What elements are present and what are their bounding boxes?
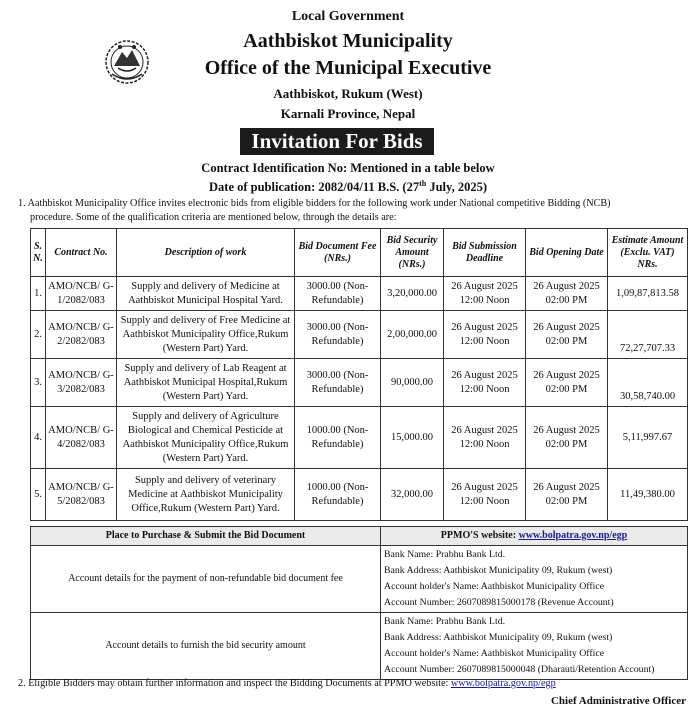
cell-submission <box>444 359 526 407</box>
cell-contract: AMO/NCB/ G-4/2082/083 <box>46 407 117 469</box>
fee-account-label: Account details for the payment of non-refundable bid document fee <box>31 546 381 613</box>
place-label: Place to Purchase & Submit the Bid Document <box>31 527 381 546</box>
cell-security: 2,00,000.00 <box>381 311 444 359</box>
page-title: Invitation For Bids <box>240 128 434 155</box>
header-office: Office of the Municipal Executive <box>204 57 492 79</box>
paragraph-1-line-1: 1. Aathbiskot Municipality Office invites electronic bids from eligible bidders for the following work under National competitive Bidding (NCB) <box>18 198 611 209</box>
publication-sup: th <box>419 179 427 188</box>
acct-header-row <box>31 527 688 546</box>
cell-sn: 5. <box>31 469 46 521</box>
cell-sn: 1. <box>31 277 46 311</box>
cell-security: 90,000.00 <box>381 359 444 407</box>
cell-estimate: 5,11,997.67 <box>608 407 688 469</box>
cell-contract: AMO/NCB/ G-3/2082/083 <box>46 359 117 407</box>
submission-date: 26 August 2025 <box>451 321 518 333</box>
cell-fee: 3000.00 (Non-Refundable) <box>295 311 381 359</box>
cell-sn: 4. <box>31 407 46 469</box>
contract-identification: Contract Identification No: Mentioned in a table below <box>201 161 495 175</box>
cell-description: Supply and delivery of Medicine at Aathbiskot Municipal Hospital Yard. <box>117 277 295 311</box>
fee-account-row <box>31 546 688 613</box>
header-municipality: Aathbiskot Municipality <box>243 30 453 52</box>
cell-estimate: 11,49,380.00 <box>608 469 688 521</box>
submission-date: 26 August 2025 <box>451 369 518 381</box>
notice-header <box>0 0 696 130</box>
cell-description: Supply and delivery of Agriculture Biological and Chemical Pesticide at Aathbiskot Municipality Office,Rukum (Western Part) Yard. <box>117 407 295 469</box>
account-details-table <box>30 526 688 680</box>
paragraph-2-text: 2. Eligible Bidders may obtain further information and inspect the Bidding Documents at PPMO website: <box>18 678 451 689</box>
security-account-number: Account Number: 2607089815000048 (Dharauti/Retention Account) <box>384 664 655 675</box>
col-description: Description of work <box>117 229 295 277</box>
ppmo-website <box>381 527 688 546</box>
table-header-row <box>31 229 688 277</box>
table-row <box>31 469 688 521</box>
table-row <box>31 407 688 469</box>
cell-estimate: 72,27,707.33 <box>608 311 688 359</box>
table-row <box>31 311 688 359</box>
cell-contract: AMO/NCB/ G-1/2082/083 <box>46 277 117 311</box>
header-province: Karnali Province, Nepal <box>280 106 416 121</box>
paragraph-2-link[interactable]: www.bolpatra.gov.np/egp <box>450 678 556 689</box>
paragraph-1-line-2: procedure. Some of the qualification criteria are mentioned below, through the details are: <box>30 212 397 223</box>
opening-time: 02:00 PM <box>545 335 588 347</box>
cell-submission <box>444 469 526 521</box>
submission-time: 12:00 Noon <box>459 383 510 395</box>
col-estimate: Estimate Amount (Exclu. VAT) NRs. <box>608 229 688 277</box>
cell-opening <box>526 359 608 407</box>
publication-date <box>0 179 696 195</box>
submission-time: 12:00 Noon <box>459 294 510 306</box>
opening-date: 26 August 2025 <box>533 280 600 292</box>
paragraph-2 <box>18 678 556 689</box>
cell-fee: 1000.00 (Non-Refundable) <box>295 469 381 521</box>
cell-submission <box>444 311 526 359</box>
header-address: Aathbiskot, Rukum (West) <box>273 86 423 101</box>
signature: Chief Administrative Officer <box>550 695 686 707</box>
submission-date: 26 August 2025 <box>451 280 518 292</box>
cell-opening <box>526 277 608 311</box>
ppmo-label: PPMO'S website: <box>440 530 519 541</box>
fee-bank-name: Bank Name: Prabhu Bank Ltd. <box>384 549 506 560</box>
col-contract: Contract No. <box>46 229 117 277</box>
header-local-government: Local Government <box>291 9 405 24</box>
security-bank-name: Bank Name: Prabhu Bank Ltd. <box>384 616 506 627</box>
bids-table <box>30 228 688 521</box>
fee-account-number: Account Number: 2607089815000178 (Revenue Account) <box>384 597 614 608</box>
security-account-row <box>31 613 688 680</box>
opening-time: 02:00 PM <box>545 294 588 306</box>
cell-description: Supply and delivery of Lab Reagent at Aathbiskot Municipal Hospital,Rukum (Western Part) Yard. <box>117 359 295 407</box>
cell-opening <box>526 407 608 469</box>
security-account-label: Account details to furnish the bid security amount <box>31 613 381 680</box>
cell-opening <box>526 311 608 359</box>
fee-account-details <box>381 546 688 613</box>
cell-contract: AMO/NCB/ G-2/2082/083 <box>46 311 117 359</box>
submission-date: 26 August 2025 <box>451 424 518 436</box>
opening-date: 26 August 2025 <box>533 321 600 333</box>
opening-time: 02:00 PM <box>545 438 588 450</box>
cell-security: 3,20,000.00 <box>381 277 444 311</box>
cell-estimate: 1,09,87,813.58 <box>608 277 688 311</box>
ppmo-link[interactable]: www.bolpatra.gov.np/egp <box>518 530 628 541</box>
submission-time: 12:00 Noon <box>459 438 510 450</box>
security-account-details <box>381 613 688 680</box>
table-row <box>31 359 688 407</box>
opening-time: 02:00 PM <box>545 495 588 507</box>
cell-contract: AMO/NCB/ G-5/2082/083 <box>46 469 117 521</box>
fee-account-holder: Account holder's Name: Aathbiskot Municipality Office <box>384 581 605 592</box>
opening-date: 26 August 2025 <box>533 481 600 493</box>
opening-time: 02:00 PM <box>545 383 588 395</box>
cell-sn: 2. <box>31 311 46 359</box>
submission-date: 26 August 2025 <box>451 481 518 493</box>
cell-security: 32,000.00 <box>381 469 444 521</box>
cell-opening <box>526 469 608 521</box>
col-security: Bid Security Amount (NRs.) <box>381 229 444 277</box>
security-bank-address: Bank Address: Aathbiskot Municipality 09, Rukum (west) <box>384 632 613 643</box>
cell-fee: 1000.00 (Non-Refundable) <box>295 407 381 469</box>
cell-sn: 3. <box>31 359 46 407</box>
cell-fee: 3000.00 (Non-Refundable) <box>295 359 381 407</box>
cell-submission <box>444 277 526 311</box>
submission-time: 12:00 Noon <box>459 495 510 507</box>
cell-estimate: 30,58,740.00 <box>608 359 688 407</box>
security-account-holder: Account holder's Name: Aathbiskot Municipality Office <box>384 648 605 659</box>
cell-description: Supply and delivery of Free Medicine at Aathbiskot Municipality Office,Rukum (Western Part) Yard. <box>117 311 295 359</box>
table-row <box>31 277 688 311</box>
col-sn: S. N. <box>31 229 46 277</box>
publication-suffix: July, 2025) <box>426 180 487 195</box>
submission-time: 12:00 Noon <box>459 335 510 347</box>
col-opening: Bid Opening Date <box>526 229 608 277</box>
col-submission: Bid Submission Deadline <box>444 229 526 277</box>
cell-security: 15,000.00 <box>381 407 444 469</box>
cell-description: Supply and delivery of veterinary Medicine at Aathbiskot Municipality Office,Rukum (Western Part) Yard. <box>117 469 295 521</box>
opening-date: 26 August 2025 <box>533 369 600 381</box>
cell-fee: 3000.00 (Non-Refundable) <box>295 277 381 311</box>
cell-submission <box>444 407 526 469</box>
opening-date: 26 August 2025 <box>533 424 600 436</box>
publication-prefix: Date of publication: 2082/04/11 B.S. (27 <box>209 180 420 195</box>
col-fee: Bid Document Fee (NRs.) <box>295 229 381 277</box>
fee-bank-address: Bank Address: Aathbiskot Municipality 09, Rukum (west) <box>384 565 613 576</box>
